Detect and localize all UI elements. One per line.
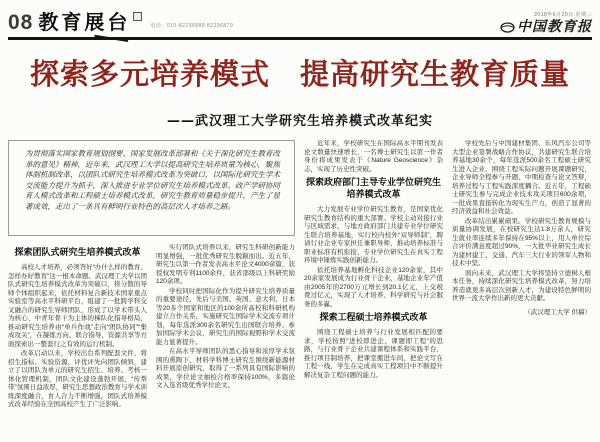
paragraph: 实行团队式培养以来，研究生科研创新能力明显增强，一批优秀研究生脱颖而出。近五年，研究生以第一作者发表高水平论文4000余篇，获授权发明专利1100余件，获省部级以上科研奖励120余项。	[156, 244, 295, 286]
masthead	[500, 20, 592, 35]
seal-icon	[133, 12, 142, 21]
quote-bracket-bottom-icon	[8, 229, 16, 236]
masthead-logo-icon	[500, 22, 515, 33]
header-rule	[8, 37, 592, 40]
paragraph: 大力发展专业学位研究生教育，是国家优化研究生教育结构的重大部署。学校主动对接行业与区域需求，与地方政府部门共建专业学位研究生联合培养基地，实行校内校外“双导师制”，聘请行业企业专家担任兼职导师，推动培养标准与职业标准有机衔接，专业学位研究生在真实工程环境中锤炼实践创新能力。	[304, 206, 443, 265]
section-title: 教育展台	[38, 10, 131, 34]
section-heading-team: 探索团队式研究生培养模式改革	[14, 248, 141, 259]
quote-bracket-top-icon	[8, 140, 16, 147]
attribution: （武汉理工大学 供稿）	[524, 308, 591, 316]
paragraph: 高校人才培养，必须答好“办什么样的教育、怎样办好教育”这一根本命题。武汉理工大学以团队式研究生培养模式改革为突破口，将分散的导师个体组织起来，依托材料复合新技术国家重点实验室等高水平科研平台，组建了一批跨学科交叉融合的研究生导师团队，形成了以学术带头人为核心、中青年骨干为主体的梯队化指导格局，推动研究生培养由“单兵作战”走向“团队协同”“集成攻关”，在凝练方向、联合指导、资源共享等方面探索出一整套行之有效的运行机制。	[8, 264, 147, 348]
section-heading-policy: 探索政府部门主导专业学位研究生培养模式改革	[305, 178, 441, 201]
lead-paragraph-text: 为贯彻落实国家教育规划纲要、国家发展改革部署和《关于深化研究生教育改革的意见》精神，近年来，武汉理工大学以提高研究生培养质量为核心，聚焦体制机制改革，以团队式研究生培养模式改革为突破口，以国际化研究生学术交流能力提升为抓手，深入推进专业学位研究生培养模式改革、政产学研协同育人模式改革和工程硕士培养模式改革，研究生教育质量稳步提升，产生了显著成效，走出了一条具有鲜明行业特色的高层次人才培养之路。	[25, 149, 280, 211]
issue-date: 2018年6月20日 星期三	[534, 12, 592, 19]
lead-paragraph-box	[8, 140, 295, 236]
contact-info: 电话：010-82296888 82296879	[150, 23, 234, 29]
header-right	[500, 13, 592, 35]
column-3	[304, 140, 443, 436]
left-columns	[8, 244, 295, 436]
paragraph: 在高水平导师团队的悉心指导和浓厚学术氛围的熏陶下，材料学科博士研究生围绕新能源材料开展原创研究，取得了一系列具有国际影响的成果，学位论文抽检合格率保持100%，多篇论文入选省级优秀学位论文。	[156, 348, 295, 390]
column-1	[8, 244, 147, 436]
paragraph: 依托培养基地孵化科技企业120余家，其中20余家发展成为行业骨干企业，基地企业年产值由2005年的2700万元增长到20.1亿元，上交税费过亿元，实现了人才培养、科学研究与社会服务的多赢。	[304, 266, 443, 308]
main-headline: 探索多元培养模式 提高研究生教育质量	[29, 57, 570, 91]
paragraph: 面向未来，武汉理工大学将坚持立德树人根本任务，持续深化研究生培养模式改革，努力培养造就更多高层次创新人才，为建设特色鲜明的世界一流大学作出新的更大贡献。	[452, 269, 591, 303]
sub-headline: ——武汉理工大学研究生培养模式改革纪实	[166, 114, 433, 130]
paragraph: 学校同时把国际化作为提升研究生培养质量的重要途径，先后与美国、英国、意大利、日本等20多个国家和地区的100余所高校和科研机构建立合作关系，实施研究生国际学术交流专项计划，每年选派300余名研究生出国联合培养、参加国际学术会议，研究生的国际视野和学术交流能力显著提升。	[156, 287, 295, 346]
rule-notch	[94, 35, 128, 42]
paragraph: 学校先后与中国建材集团、东风汽车公司等大型企业签署战略合作协议，共建研究生联合培养基地30余个，每年选派500余名工程硕士研究生进入企业，围绕工程实际问题开展课题研究，企业导师全程参与开题、中期检查与论文答辩，培养过程与工程实践深度耦合。近五年，工程硕士研究生参与完成企业技术攻关项目600余项，一批成果直接转化为现实生产力，创造了显著的经济效益和社会效益。	[452, 140, 591, 216]
page-number: 08	[8, 11, 34, 34]
paragraph: 改革结出累累硕果。学校研究生教育规模与质量协调发展，在校研究生达1.8万余人，研究生就业率连续多年保持在95%以上，用人单位综合评价满意度超过90%，一大批毕业研究生成长为建材建工、交通、汽车三大行业的领军人物和技术中坚。	[452, 217, 591, 268]
left-half	[8, 140, 295, 436]
paragraph: 改革启动以来，学校出台系列配套文件，将招生指标、实验资源、评优评先向团队倾斜，建立了以团队为单元的研究生招生、培养、考核一体化管理机制，团队文化建设蓬勃开展，“传帮带”氛围日益浓厚，研究生思想政治教育与学术训练深度融合，育人合力不断增强，团队式培养模式改革经验在全国高校产生了广泛影响。	[8, 350, 147, 409]
paragraph: 近年来，学校研究生在国际高水平期刊发表论文数量快速增长，一名博士研究生以第一作者身份将成果发表于《Nature Geoscience》杂志，实现了历史性突破。	[304, 140, 443, 173]
column-2	[156, 244, 295, 436]
section-heading-engineering: 探索工程硕士培养模式改革	[319, 313, 428, 324]
column-4	[452, 140, 591, 436]
paragraph: 围绕工程硕士培养与行业发展相匹配的要求，学校按照“进校即进企、课题即工程”的思路，与行业骨干企业共建课程体系和实践平台，推行项目制培养，把课堂搬进车间、把论文写在工程一线，学生在完成真实工程项目中不断提升解决复杂工程问题的能力。	[304, 329, 443, 379]
masthead-title: 中国教育报	[517, 18, 592, 35]
header-left	[8, 6, 233, 35]
page-header	[0, 0, 600, 35]
article-body	[0, 129, 600, 436]
